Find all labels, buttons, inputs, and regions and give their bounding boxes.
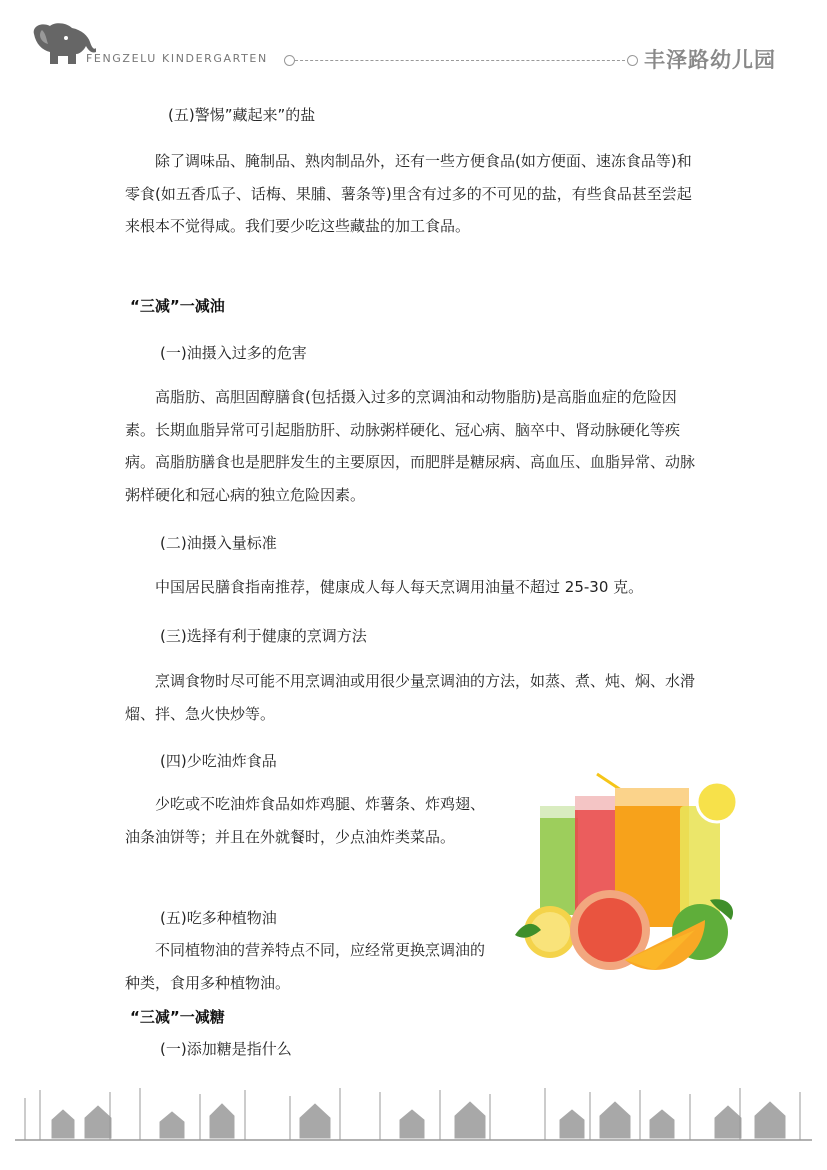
section-title-reduce-sugar: “三减”一减糖 <box>130 1008 225 1026</box>
oil-paragraph-1: 高脂肪、高胆固醇膳食(包括摄入过多的烹调油和动物脂肪)是高脂血症的危险因素。长期血脂异常可引起脂肪肝、动脉粥样硬化、冠心病、脑卒中、肾动脉硬化等疾病。高脂肪膳食也是肥胖发生的主要原因，而肥胖是糖尿病、高血压、血脂异常、动脉粥样硬化和冠心病的独立危险因素。 <box>125 388 696 504</box>
oil-paragraph-4: 少吃或不吃油炸食品如炸鸡腿、炸薯条、炸鸡翅、油条油饼等；并且在外就餐时，少点油炸类菜品。 <box>125 795 486 846</box>
oil-heading-3: (三)选择有利于健康的烹调方法 <box>160 627 367 645</box>
school-name-english: FENGZELU KINDERGARTEN <box>86 52 268 65</box>
oil-heading-5: (五)吃多种植物油 <box>160 909 277 927</box>
juice-glasses-image <box>505 770 745 980</box>
oil-paragraph-3: 烹调食物时尽可能不用烹调油或用很少量烹调油的方法，如蒸、煮、炖、焖、水滑熘、拌、急火快炒等。 <box>125 672 696 723</box>
school-name-chinese: 丰泽路幼儿园 <box>644 48 776 72</box>
salt-heading-5: (五)警惕”藏起来”的盐 <box>168 106 316 124</box>
header-divider <box>290 60 630 62</box>
footer-trees-houses-decoration <box>0 1080 827 1170</box>
salt-paragraph-5: 除了调味品、腌制品、熟肉制品外，还有一些方便食品(如方便面、速冻食品等)和零食(如五香瓜子、话梅、果脯、薯条等)里含有过多的不可见的盐，有些食品甚至尝起来根本不觉得咸。我们要少吃这些藏盐的加工食品。 <box>125 152 692 235</box>
oil-heading-2: (二)油摄入量标准 <box>160 534 277 552</box>
oil-paragraph-2: 中国居民膳食指南推荐，健康成人每人每天烹调用油量不超过 25-30 克。 <box>155 578 644 596</box>
page-header <box>0 0 827 90</box>
sugar-heading-1: (一)添加糖是指什么 <box>160 1040 292 1058</box>
section-title-reduce-oil: “三减”一减油 <box>130 297 225 315</box>
oil-heading-1: (一)油摄入过多的危害 <box>160 344 307 362</box>
oil-paragraph-5: 不同植物油的营养特点不同，应经常更换烹调油的种类，食用多种植物油。 <box>125 941 486 992</box>
oil-heading-4: (四)少吃油炸食品 <box>160 752 277 770</box>
header-divider-dot-left <box>284 55 295 66</box>
header-divider-dot-right <box>627 55 638 66</box>
